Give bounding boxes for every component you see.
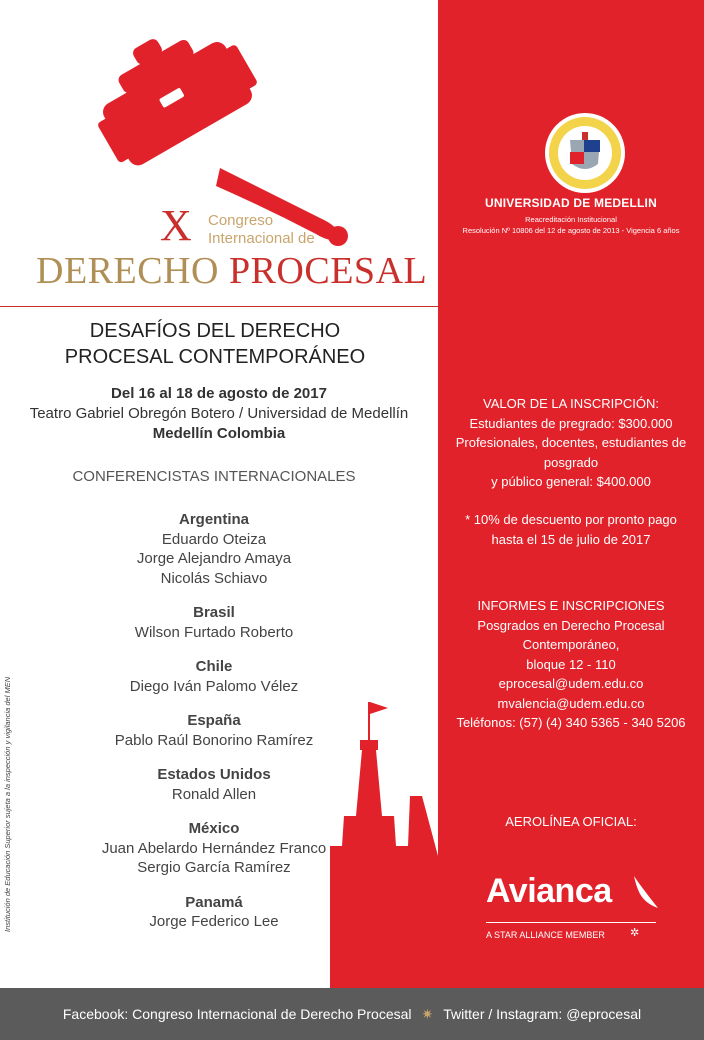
speaker-name: Juan Abelardo Hernández Franco [101,839,327,857]
speaker-country: Chile [195,658,233,675]
star-alliance-icon: ✲ [630,927,640,939]
speaker-name: Eduardo Oteiza [161,530,267,548]
avianca-logo [482,868,662,948]
right-panel [438,0,704,988]
legal-note: Institución de Educación Superior sujeta a la inspección y vigilancia del MEN [3,676,12,932]
phone-numbers: Teléfonos: (57) (4) 340 5365 - 340 5206 [456,715,686,730]
event-subtitle: DESAFÍOS DEL DERECHO PROCESAL CONTEMPORÁNEO [64,320,366,368]
building-icon [330,696,438,988]
event-details [0,384,438,444]
edition-number: X [160,201,192,250]
star-alliance-tagline: A STAR ALLIANCE MEMBER [486,930,605,940]
logo-divider [486,922,656,923]
star-separator-icon: ✷ [421,1005,434,1022]
speakers-heading: CONFERENCISTAS INTERNACIONALES [72,468,356,485]
airline-heading: AEROLÍNEA OFICIAL: [505,814,637,829]
speaker-name: Diego Iván Palomo Vélez [129,677,299,695]
email-link-2[interactable]: mvalencia@udem.edu.co [497,695,645,711]
congreso-label: Congreso Internacional de [208,212,315,247]
event-dates: Del 16 al 18 de agosto de 2017 [111,385,327,402]
speaker-country: Panamá [185,893,243,911]
speaker-name: Nicolás Schiavo [160,569,268,587]
main-title: DERECHO PROCESAL [36,250,428,292]
contact-info: INFORMES E INSCRIPCIONES Posgrados en Derecho Procesal Contemporáneo, bloque 12 - 110 eprocesal@udem.edu.co mvalencia@udem.edu.co Teléfonos: (57) (4) 340 5365 - 340 5206 [438,596,704,733]
accreditation: Reacreditación Institucional Resolución Nº 10806 del 12 de agosto de 2013 - Vigencia 6 años [462,215,680,235]
speaker-country: México [188,820,240,837]
footer-bar [0,988,704,1040]
speaker-name: Jorge Alejandro Amaya [136,550,292,567]
bird-icon [632,874,660,910]
discount-note: * 10% de descuento por pronto pago hasta el 15 de julio de 2017 [465,512,677,547]
airline-name: Avianca [486,872,612,910]
speaker-country: Estados Unidos [157,766,271,783]
university-name: UNIVERSIDAD DE MEDELLIN [485,196,657,210]
speaker-name: Sergio García Ramírez [137,859,291,876]
speaker-name: Ronald Allen [171,785,257,803]
speaker-country: Brasil [193,604,235,621]
speaker-name: Jorge Federico Lee [149,913,279,930]
speaker-country: Argentina [178,511,249,528]
registration-fees: VALOR DE LA INSCRIPCIÓN: Estudiantes de pregrado: $300.000 Profesionales, docentes, estudiantes de posgrado y público general: $400.000 [455,396,687,489]
speaker-name: Wilson Furtado Roberto [134,623,294,641]
event-city: Medellín Colombia [152,425,286,442]
email-link-1[interactable]: eprocesal@udem.edu.co [498,676,644,691]
university-seal-icon [544,112,626,194]
speaker-name: Pablo Raúl Bonorino Ramírez [114,731,314,749]
title-divider [0,306,438,307]
event-venue: Teatro Gabriel Obregón Botero / Universidad de Medellín [29,405,409,422]
facebook-link[interactable]: Facebook: Congreso Internacional de Derecho Procesal [62,1006,412,1022]
speaker-country: España [187,712,241,729]
social-link[interactable]: Twitter / Instagram: @eprocesal [443,1006,642,1022]
